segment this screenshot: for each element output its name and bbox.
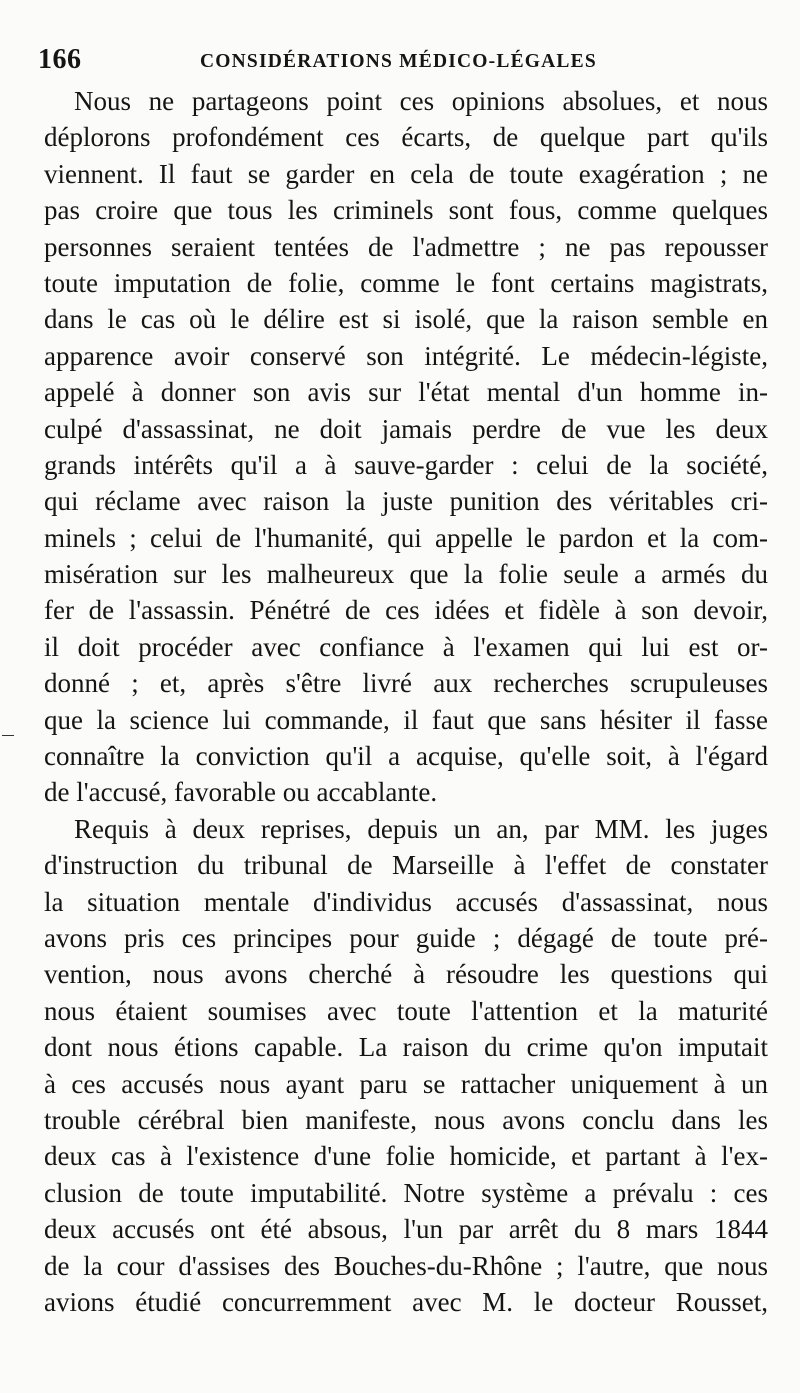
text-line: misération sur les malheureux que la folie seule a armés du	[44, 559, 768, 590]
paragraph	[44, 811, 768, 1320]
text-line: trouble cérébral bien manifeste, nous avons conclu dans les	[44, 1104, 768, 1135]
text-line: vention, nous avons cherché à résoudre les questions qui	[44, 959, 768, 990]
text-line: il doit procéder avec confiance à l'examen qui lui est or-	[44, 631, 768, 662]
text-line: de l'accusé, favorable ou accablante.	[44, 777, 438, 808]
text-line: déplorons profondément ces écarts, de quelque part qu'ils	[44, 122, 768, 153]
text-line: minels ; celui de l'humanité, qui appelle le pardon et la com-	[44, 522, 768, 553]
text-line: apparence avoir conservé son intégrité. Le médecin-légiste,	[44, 340, 768, 371]
text-line: donné ; et, après s'être livré aux recherches scrupuleuses	[44, 668, 768, 699]
text-line: deux accusés ont été absous, l'un par arrêt du 8 mars 1844	[44, 1214, 768, 1245]
text-line: deux cas à l'existence d'une folie homicide, et partant à l'ex-	[44, 1141, 768, 1172]
margin-mark	[2, 735, 14, 736]
text-line: nous étaient soumises avec toute l'attention et la maturité	[44, 995, 768, 1026]
text-line: appelé à donner son avis sur l'état mental d'un homme in-	[44, 377, 768, 408]
text-line: toute imputation de folie, comme le font certains magistrats,	[44, 267, 768, 298]
text-line: dans le cas où le délire est si isolé, que la raison semble en	[44, 304, 768, 335]
text-line: de la cour d'assises des Bouches-du-Rhône ; l'autre, que nous	[44, 1250, 768, 1281]
text-line: que la science lui commande, il faut que sans hésiter il fasse	[44, 704, 768, 735]
text-line: Nous ne partageons point ces opinions absolues, et nous	[74, 86, 768, 116]
text-line: clusion de toute imputabilité. Notre système a prévalu : ces	[44, 1177, 768, 1208]
text-line: avons pris ces principes pour guide ; dégagé de toute pré-	[44, 922, 768, 953]
text-line: avions étudié concurremment avec M. le docteur Rousset,	[44, 1286, 768, 1317]
text-line: qui réclame avec raison la juste punition des véritables cri-	[44, 486, 768, 517]
running-title: CONSIDÉRATIONS MÉDICO-LÉGALES	[200, 51, 597, 72]
text-line: dont nous étions capable. La raison du crime qu'on imputait	[44, 1032, 768, 1063]
text-line: Requis à deux reprises, depuis un an, par MM. les juges	[74, 813, 768, 844]
page-header	[38, 40, 778, 80]
text-line: viennent. Il faut se garder en cela de toute exagération ; ne	[44, 158, 768, 189]
text-line: fer de l'assassin. Pénétré de ces idées et fidèle à son devoir,	[44, 595, 768, 626]
text-line: à ces accusés nous ayant paru se rattacher uniquement à un	[44, 1068, 768, 1099]
page-number: 166	[38, 44, 82, 75]
text-line: pas croire que tous les criminels sont fous, comme quelques	[44, 195, 768, 226]
body-text	[44, 83, 768, 1320]
text-line: grands intérêts qu'il a à sauve-garder : celui de la société,	[44, 449, 768, 480]
text-line: connaître la conviction qu'il a acquise, qu'elle soit, à l'égard	[44, 741, 768, 772]
text-line: la situation mentale d'individus accusés d'assassinat, nous	[44, 886, 768, 917]
text-line: culpé d'assassinat, ne doit jamais perdre de vue les deux	[44, 413, 768, 444]
paragraph	[44, 83, 768, 811]
text-line: d'instruction du tribunal de Marseille à l'effet de constater	[44, 850, 768, 881]
text-line: personnes seraient tentées de l'admettre ; ne pas repousser	[44, 231, 768, 262]
